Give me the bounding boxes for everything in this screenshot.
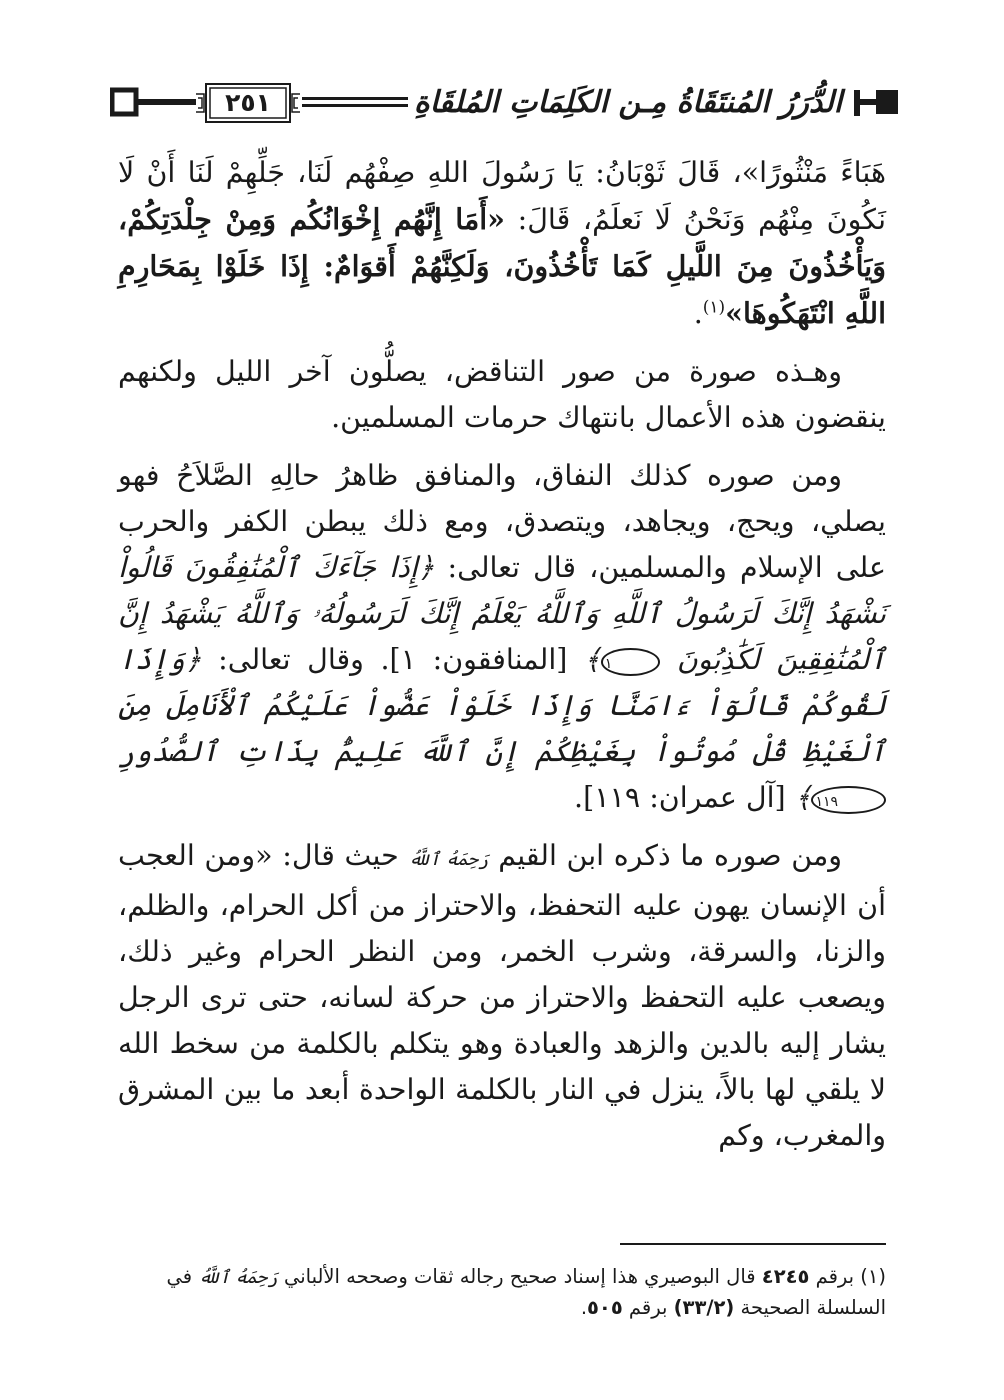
footnote-end: . xyxy=(580,1296,588,1319)
honorific-mark: رَحِمَهُ ٱللَّهُ xyxy=(198,1267,278,1288)
paragraph-ibn-al-qayyim xyxy=(118,833,886,1159)
footnote-separator xyxy=(620,1243,886,1245)
ayah-number-marker: ١ xyxy=(601,648,661,676)
paragraph-hypocrisy xyxy=(118,453,886,821)
footnote-text: (١) برقم xyxy=(809,1265,886,1288)
hypocrisy-text: ومن صوره كذلك النفاق، والمنافق ظاهرُ حالِهِ الصَّلاَحُ فهو يصلي، ويحج، ويجاهد، ويتصدق، ومع ذلك يبطن الكفر والحرب على الإسلام والمسلمين، قال تعالى: xyxy=(118,459,886,584)
footnote-text: برقم xyxy=(622,1296,674,1319)
main-text xyxy=(118,150,886,1171)
citation-al-imran: [آل عمران: ١١٩]. xyxy=(574,781,795,814)
quran-close-bracket: ﴾ xyxy=(794,781,812,814)
volume-page-ref: (٣٣/٢) xyxy=(673,1296,735,1319)
quran-verse-al-imran: ﴿وَإِذَا لَقُوكُمْ قَالُوٓاْ ءَامَنَّا وَإِذَا خَلَوْاْ عَضُّواْ عَلَيْكُمُ ٱلْأَنَامِلَ مِنَ ٱلْغَيْظِ قُلْ مُوتُواْ بِغَيْظِكُمْ إِنَّ ٱللَّهَ عَلِيمٌۢ بِذَاتِ ٱلصُّدُورِ xyxy=(118,643,886,768)
page-header xyxy=(110,78,900,128)
footnote xyxy=(118,1262,886,1323)
footnote-reference: (١) xyxy=(702,297,726,318)
honorific-mark: رَحِمَهُ ٱللَّهُ xyxy=(408,849,489,870)
paragraph-hadith xyxy=(118,150,886,337)
citation-munafiqun: [المنافقون: ١]. وقال تعالى: xyxy=(201,643,584,676)
ayah-number-marker: ١١٩ xyxy=(811,786,886,814)
footnote-text: قال البوصيري هذا إسناد صحيح رجاله ثقات وصححه الألباني xyxy=(277,1265,762,1288)
paragraph-contradiction: وهـذه صورة من صور التناقض، يصلُّون آخر الليل ولكنهم ينقضون هذه الأعمال بانتهاك حرمات المسلمين. xyxy=(118,355,886,434)
hadith-intro-text: هَبَاءً مَنْثُورًا»، قَالَ ثَوْبَانُ: يَا رَسُولَ اللهِ صِفْهُم لَنَا، جَلِّهِمْ لَنَا أَنْ لَا نَكُونَ مِنْهُم وَنَحْنُ لَا نَعلَمُ، قَالَ: xyxy=(118,156,887,236)
running-title: الدُّرَرُ المُنتَقَاةُ مِـن الكَلِمَاتِ المُلقَاةِ xyxy=(408,82,848,124)
ibn-qayyim-intro: ومن صوره ما ذكره ابن القيم xyxy=(488,839,842,872)
quran-verse-munafiqun: ﴿إِذَا جَآءَكَ ٱلْمُنَٰفِقُونَ قَالُواْ نَشْهَدُ إِنَّكَ لَرَسُولُ ٱللَّهِ وَٱللَّهُ يَعْلَمُ إِنَّكَ لَرَسُولُهُۥ وَٱللَّهُ يَشْهَدُ إِنَّ ٱلْمُنَٰفِقِينَ لَكَٰذِبُونَ xyxy=(118,551,887,676)
page-number: ٢٥١ xyxy=(225,88,271,117)
footnote-text: في السلسلة الصحيحة xyxy=(166,1265,886,1319)
ibn-qayyim-quote: حيث قال: «ومن العجب أن الإنسان يهون عليه التحفظ، والاحتراز من أكل الحرام، والظلم، والزنا، والسرقة، وشرب الخمر، ومن النظر الحرام وغير ذلك، ويصعب عليه التحفظ والاحتراز من حركة لسانه، حتى ترى الرجل يشار إليه بالدين والزهد والعبادة وهو يتكلم بالكلمة من سخط الله لا يلقي لها بالاً، ينزل في النار بالكلمة الواحدة أبعد ما بين المشرق والمغرب، وكم xyxy=(118,839,886,1152)
quran-close-bracket: ﴾ xyxy=(584,643,601,676)
silsila-number: ٥٠٥ xyxy=(587,1296,623,1319)
hadith-quote: «أَمَا إِنَّهُم إِخْوَانُكُم وَمِنْ جِلْدَتِكُمْ، وَيَأْخُذُونَ مِنَ اللَّيلِ كَمَا تَأْخُذُونَ، وَلَكِنَّهُمْ أَقوَامٌ: إِذَا خَلَوْا بِمَحَارِمِ اللَّهِ انْتَهَكُوهَا» xyxy=(118,202,886,330)
paragraph-end: . xyxy=(693,297,703,330)
hadith-number: ٤٢٤٥ xyxy=(761,1265,810,1288)
